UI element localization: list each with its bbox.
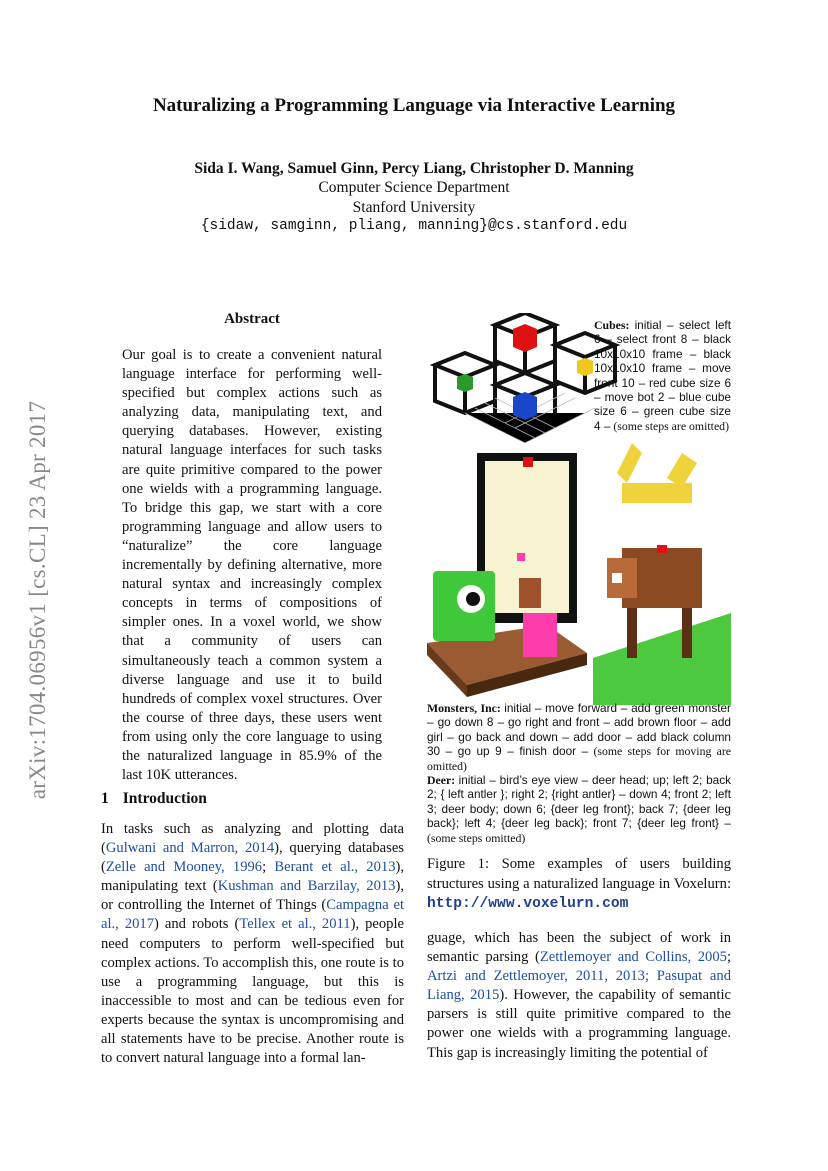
citation-link[interactable]: Campagna et al., 2017 (101, 897, 405, 933)
monsters-inc-illustration (427, 453, 587, 697)
author-list: Sida I. Wang, Samuel Ginn, Percy Liang, Christopher D. Manning (194, 160, 634, 177)
voxelurn-url-link[interactable]: http://www.voxelurn.com (427, 896, 629, 912)
author-emails[interactable]: {sidaw, samginn, pliang, manning}@cs.stanford.edu (200, 218, 628, 234)
citation-link[interactable]: Kushman and Barzilay, 2013 (217, 878, 396, 895)
deer-caption: Deer: initial – bird’s eye view – deer head; up; left 2; back 2; { left antler }; right 2; {right antler} – down 4; front 2; left 3; deer body; down 6; {deer leg front}; back 7; {deer leg back}; left 4; {deer leg back}; front 7; {deer leg front} – (some steps omitted) (427, 773, 731, 845)
department: Computer Science Department (318, 179, 510, 196)
section-heading-introduction (101, 790, 207, 808)
abstract-heading: Abstract (224, 311, 280, 327)
deer-illustration (593, 443, 731, 705)
citation-link[interactable]: Tellex et al., 2011 (239, 916, 351, 933)
intro-paragraph: In tasks such as analyzing and plotting data (Gulwani and Marron, 2014), querying databases (Zelle and Mooney, 1996; Berant et al., 2013), manipulating text (Kushman and Barzilay, 2013), or controlling the Internet of Things (Campagna et al., 2017) and robots (Tellex et al., 2011), people need computers to perform well-specified but complex actions. To accomplish this, one route is to use a programming language, but this is inaccessible to most and can be tedious even for experts because the syntax is uncompromising and all statements have to be precise. Another route is to convert natural language into a formal lan- (101, 821, 405, 1067)
cubes-caption: Cubes: initial – select left 6 – select front 8 – black 10x10x10 frame – black 10x10x10 frame – move front 10 – red cube size 6 – move bot 2 – blue cube size 6 – green cube size 4 – (some steps are omitted) (594, 318, 731, 433)
citation-link[interactable]: Artzi and Zettlemoyer, 2011, 2013; Pasupat and Liang, 2015 (427, 968, 731, 1004)
citation-link[interactable]: Zelle and Mooney, 1996 (105, 859, 263, 876)
section-number: 1 (101, 790, 109, 807)
citation-link[interactable]: Gulwani and Marron, 2014 (105, 840, 275, 857)
university: Stanford University (352, 199, 476, 216)
arxiv-identifier: arXiv:1704.06956v1 [cs.CL] 23 Apr 2017 (25, 400, 50, 800)
citation-link[interactable]: Zettlemoyer and Collins, 2005 (539, 949, 727, 966)
abstract-text: Our goal is to create a convenient natural language interface for performing well-specified but complex actions such as analyzing data, manipulating text, and querying databases. However, existing natural language interfaces for such tasks are quite primitive compared to the power one wields with a programming language. To bridge this gap, we start with a core programming language and allow users to “naturalize” the core language incrementally by defining alternative, more natural syntax and increasingly complex concepts in terms of compositions of simpler ones. In a voxel world, we show that a community of users can simultaneously teach a common system a diverse language and use it to build hundreds of complex voxel structures. Over the course of three days, these users went from using only the core language to using the naturalized language in 85.9% of the last 10K utterances. (122, 347, 382, 784)
cubes-illustration (435, 313, 615, 443)
introduction-body (101, 820, 404, 1068)
section-title: Introduction (122, 790, 207, 807)
figure-1-caption: Figure 1: Some examples of users building structures using a naturalized language in Voxelurn: http://www.voxelurn.com (427, 856, 731, 912)
right-paragraph: guage, which has been the subject of work in semantic parsing (Zettlemoyer and Collins, 2005; Artzi and Zettlemoyer, 2011, 2013; Pasupat and Liang, 2015). However, the capability of semantic parsers is still quite primitive compared to the power one wields with a programming language. This gap is increasingly limiting the potential of (427, 930, 731, 1061)
abstract-body (122, 346, 382, 785)
citation-link[interactable]: Berant et al., 2013 (274, 859, 396, 876)
monsters-caption: Monsters, Inc: initial – move forward – add green monster – go down 8 – go right and front – add brown floor – add girl – go back and down – add door – add black column 30 – go up 9 – finish door – (some steps for moving are omitted) (427, 701, 731, 773)
paper-title: Naturalizing a Programming Language via Interactive Learning (152, 95, 676, 116)
right-column-body (427, 929, 731, 1063)
